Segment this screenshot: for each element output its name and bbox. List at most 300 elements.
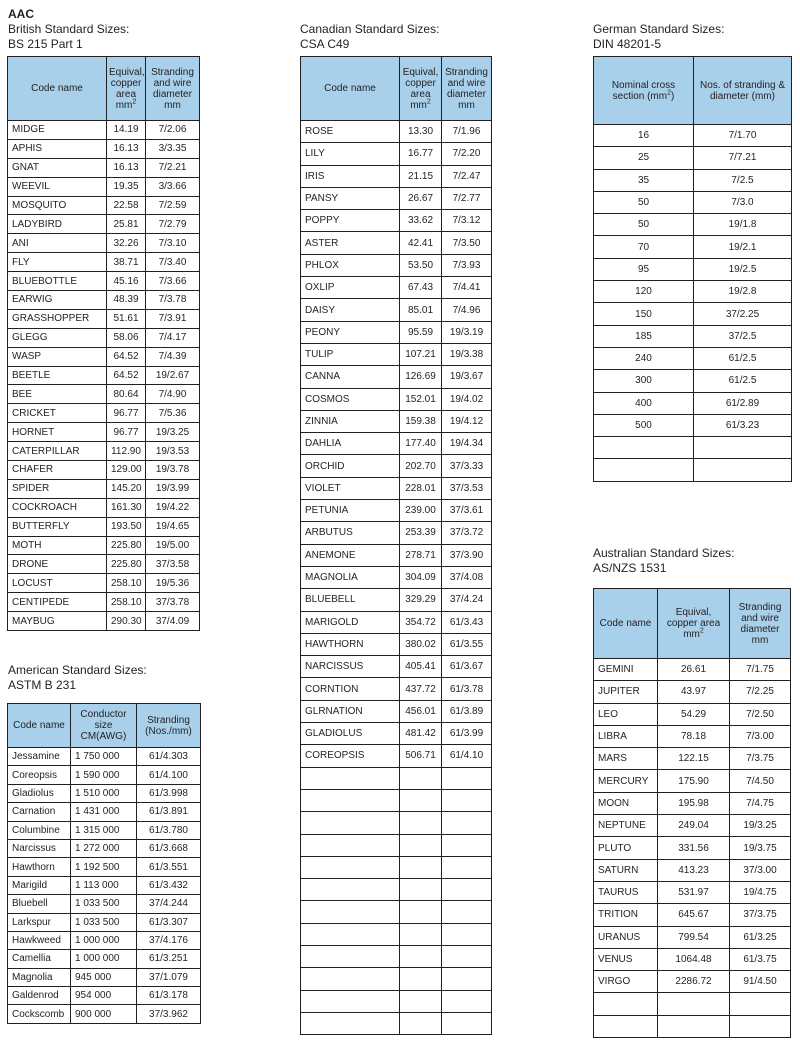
american-cell: Larkspur: [8, 913, 71, 931]
table-row: [594, 703, 791, 725]
american-cell: 1 272 000: [71, 839, 137, 857]
american-table: [7, 703, 201, 1024]
american-cell: 1 033 500: [71, 913, 137, 931]
british-cell: 19/4.65: [146, 517, 200, 536]
british-cell: MOSQUITO: [8, 196, 107, 215]
australian-subtitle: AS/NZS 1531: [593, 561, 667, 575]
table-row: [301, 455, 492, 477]
table-row: [301, 700, 492, 722]
canadian-cell: 7/2.47: [442, 165, 492, 187]
british-cell: 7/3.66: [146, 272, 200, 291]
australian-cell: 19/3.25: [730, 815, 791, 837]
table-row: [594, 236, 792, 258]
table-row: [301, 321, 492, 343]
table-row: [301, 165, 492, 187]
british-cell: 112.90: [107, 442, 146, 461]
table-row: [8, 498, 200, 517]
canadian-cell: 19/3.19: [442, 321, 492, 343]
american-cell: 61/3.178: [137, 987, 201, 1005]
british-cell: 16.13: [107, 158, 146, 177]
empty-row: [301, 990, 492, 1012]
canadian-cell: HAWTHORN: [301, 633, 400, 655]
table-row: [8, 272, 200, 291]
table-row: [301, 187, 492, 209]
german-cell: 61/3.23: [694, 414, 792, 436]
american-subtitle: ASTM B 231: [8, 678, 77, 692]
australian-cell: MARS: [594, 748, 658, 770]
british-cell: 22.58: [107, 196, 146, 215]
table-row: [301, 210, 492, 232]
canadian-cell: BLUEBELL: [301, 589, 400, 611]
canadian-cell: 16.77: [400, 143, 442, 165]
american-cell: 1 000 000: [71, 931, 137, 949]
german-cell: 70: [594, 236, 694, 258]
australian-cell: 91/4.50: [730, 971, 791, 993]
table-row: [301, 366, 492, 388]
american-cell: 37/4.244: [137, 895, 201, 913]
canadian-cell: 7/3.93: [442, 254, 492, 276]
american-cell: Camellia: [8, 950, 71, 968]
table-row: [594, 837, 791, 859]
german-cell: 185: [594, 325, 694, 347]
british-cell: 3/3.66: [146, 177, 200, 196]
american-cell: 945 000: [71, 968, 137, 986]
canadian-cell: 19/3.38: [442, 343, 492, 365]
table-row: [301, 566, 492, 588]
british-cell: DRONE: [8, 555, 107, 574]
american-cell: Jessamine: [8, 748, 71, 766]
german-cell: 61/2.5: [694, 347, 792, 369]
british-cell: GLEGG: [8, 328, 107, 347]
table-row: [8, 442, 200, 461]
canadian-cell: 7/4.41: [442, 277, 492, 299]
table-row: [8, 987, 201, 1005]
table-row: [301, 299, 492, 321]
american-cell: Marigild: [8, 876, 71, 894]
canadian-cell: 37/3.33: [442, 455, 492, 477]
empty-row: [301, 923, 492, 945]
american-title: American Standard Sizes:: [8, 663, 147, 677]
table-row: [8, 913, 201, 931]
table-row: [301, 254, 492, 276]
german-cell: 16: [594, 125, 694, 147]
british-cell: 25.81: [107, 215, 146, 234]
british-cell: APHIS: [8, 139, 107, 158]
canadian-cell: 7/4.96: [442, 299, 492, 321]
australian-cell: 645.67: [658, 904, 730, 926]
canadian-cell: 177.40: [400, 433, 442, 455]
british-cell: WASP: [8, 347, 107, 366]
british-title-block: [8, 7, 129, 52]
canadian-cell: 304.09: [400, 566, 442, 588]
australian-cell: 7/4.50: [730, 770, 791, 792]
canadian-cell: VIOLET: [301, 477, 400, 499]
german-cell: 37/2.5: [694, 325, 792, 347]
australian-cell: JUPITER: [594, 681, 658, 703]
canadian-cell: 67.43: [400, 277, 442, 299]
australian-cell: 19/4.75: [730, 881, 791, 903]
table-row: [8, 536, 200, 555]
german-cell: 61/2.89: [694, 392, 792, 414]
empty-row: [301, 767, 492, 789]
table-row: [301, 522, 492, 544]
table-row: [594, 770, 791, 792]
british-cell: 19/5.36: [146, 574, 200, 593]
table-row: [301, 745, 492, 767]
canadian-cell: 61/3.43: [442, 611, 492, 633]
table-row: [594, 281, 792, 303]
australian-header-0: Code name: [594, 589, 658, 659]
australian-cell: 531.97: [658, 881, 730, 903]
canadian-cell: CANNA: [301, 366, 400, 388]
british-cell: 51.61: [107, 309, 146, 328]
table-row: [8, 291, 200, 310]
table-row: [301, 388, 492, 410]
british-cell: 3/3.35: [146, 139, 200, 158]
canadian-cell: 107.21: [400, 343, 442, 365]
canadian-cell: 21.15: [400, 165, 442, 187]
table-row: [301, 433, 492, 455]
canadian-cell: PHLOX: [301, 254, 400, 276]
german-cell: 7/2.5: [694, 169, 792, 191]
table-row: [594, 303, 792, 325]
table-row: [301, 723, 492, 745]
british-cell: BLUEBOTTLE: [8, 272, 107, 291]
british-cell: BEETLE: [8, 366, 107, 385]
british-header-0: Code name: [8, 57, 107, 121]
canadian-cell: 354.72: [400, 611, 442, 633]
canadian-cell: MARIGOLD: [301, 611, 400, 633]
canadian-cell: 202.70: [400, 455, 442, 477]
canadian-cell: 126.69: [400, 366, 442, 388]
empty-row: [594, 459, 792, 481]
british-cell: 19/5.00: [146, 536, 200, 555]
american-cell: 1 510 000: [71, 784, 137, 802]
canadian-cell: ASTER: [301, 232, 400, 254]
table-row: [8, 784, 201, 802]
canadian-cell: 61/3.67: [442, 656, 492, 678]
canadian-cell: ZINNIA: [301, 410, 400, 432]
german-title: German Standard Sizes:: [593, 22, 725, 36]
german-cell: 61/2.5: [694, 370, 792, 392]
australian-cell: 1064.48: [658, 948, 730, 970]
canadian-cell: PANSY: [301, 187, 400, 209]
table-row: [8, 876, 201, 894]
canadian-cell: TULIP: [301, 343, 400, 365]
empty-row: [301, 789, 492, 811]
australian-cell: 7/2.50: [730, 703, 791, 725]
german-cell: 35: [594, 169, 694, 191]
canadian-cell: 456.01: [400, 700, 442, 722]
american-cell: 900 000: [71, 1005, 137, 1023]
german-title-block: [593, 22, 724, 52]
british-cell: CATERPILLAR: [8, 442, 107, 461]
australian-cell: 2286.72: [658, 971, 730, 993]
table-row: [301, 277, 492, 299]
german-cell: 37/2.25: [694, 303, 792, 325]
british-cell: GRASSHOPPER: [8, 309, 107, 328]
table-row: [301, 477, 492, 499]
american-header-1: Conductor size CM(AWG): [71, 704, 137, 748]
american-cell: Gladiolus: [8, 784, 71, 802]
british-cell: LADYBIRD: [8, 215, 107, 234]
canadian-cell: ROSE: [301, 121, 400, 143]
british-cell: CENTIPEDE: [8, 593, 107, 612]
canadian-cell: 380.02: [400, 633, 442, 655]
canadian-cell: 26.67: [400, 187, 442, 209]
british-cell: 48.39: [107, 291, 146, 310]
table-row: [594, 325, 792, 347]
german-cell: 25: [594, 147, 694, 169]
table-row: [8, 309, 200, 328]
table-row: [8, 366, 200, 385]
empty-row: [301, 1012, 492, 1034]
canadian-cell: ARBUTUS: [301, 522, 400, 544]
german-cell: 400: [594, 392, 694, 414]
canadian-header-0: Code name: [301, 57, 400, 121]
canadian-cell: 37/3.53: [442, 477, 492, 499]
empty-row: [301, 812, 492, 834]
canadian-cell: 37/3.90: [442, 544, 492, 566]
canadian-cell: 7/3.12: [442, 210, 492, 232]
canadian-cell: 61/4.10: [442, 745, 492, 767]
australian-cell: 61/3.25: [730, 926, 791, 948]
australian-cell: 331.56: [658, 837, 730, 859]
australian-cell: NEPTUNE: [594, 815, 658, 837]
american-cell: 954 000: [71, 987, 137, 1005]
british-cell: 64.52: [107, 366, 146, 385]
canadian-cell: ORCHID: [301, 455, 400, 477]
table-row: [8, 968, 201, 986]
table-row: [8, 593, 200, 612]
british-cell: HORNET: [8, 423, 107, 442]
british-cell: 129.00: [107, 461, 146, 480]
australian-cell: 799.54: [658, 926, 730, 948]
australian-cell: 7/4.75: [730, 792, 791, 814]
british-cell: CRICKET: [8, 404, 107, 423]
table-row: [594, 815, 791, 837]
british-cell: 19/3.78: [146, 461, 200, 480]
table-row: [8, 821, 201, 839]
british-cell: FLY: [8, 253, 107, 272]
british-title: British Standard Sizes:: [8, 22, 130, 36]
british-cell: 7/3.91: [146, 309, 200, 328]
empty-row: [594, 993, 791, 1015]
table-row: [8, 328, 200, 347]
british-cell: 290.30: [107, 612, 146, 631]
german-cell: 7/1.70: [694, 125, 792, 147]
australian-cell: PLUTO: [594, 837, 658, 859]
british-cell: WEEVIL: [8, 177, 107, 196]
canadian-cell: 95.59: [400, 321, 442, 343]
german-subtitle: DIN 48201-5: [593, 37, 662, 51]
table-row: [594, 147, 792, 169]
canadian-cell: PEONY: [301, 321, 400, 343]
british-cell: 225.80: [107, 536, 146, 555]
canadian-cell: 481.42: [400, 723, 442, 745]
american-cell: Hawthorn: [8, 858, 71, 876]
british-cell: 7/2.59: [146, 196, 200, 215]
american-cell: Galdenrod: [8, 987, 71, 1005]
american-cell: 61/3.251: [137, 950, 201, 968]
table-row: [8, 158, 200, 177]
british-cell: EARWIG: [8, 291, 107, 310]
british-cell: 45.16: [107, 272, 146, 291]
canadian-cell: 37/3.72: [442, 522, 492, 544]
australian-cell: TRITION: [594, 904, 658, 926]
empty-row: [301, 856, 492, 878]
canadian-cell: GLRNATION: [301, 700, 400, 722]
canadian-cell: 19/4.34: [442, 433, 492, 455]
australian-cell: 7/2.25: [730, 681, 791, 703]
british-cell: MOTH: [8, 536, 107, 555]
australian-cell: 175.90: [658, 770, 730, 792]
american-cell: 37/1.079: [137, 968, 201, 986]
american-cell: Hawkweed: [8, 931, 71, 949]
canadian-cell: 159.38: [400, 410, 442, 432]
table-row: [8, 215, 200, 234]
table-row: [301, 544, 492, 566]
table-row: [301, 656, 492, 678]
table-row: [8, 196, 200, 215]
british-table: [7, 56, 200, 631]
empty-row: [594, 1015, 791, 1037]
table-row: [8, 803, 201, 821]
british-cell: BUTTERFLY: [8, 517, 107, 536]
canadian-cell: COREOPSIS: [301, 745, 400, 767]
australian-cell: 43.97: [658, 681, 730, 703]
canadian-cell: 329.29: [400, 589, 442, 611]
table-row: [594, 347, 792, 369]
table-row: [8, 517, 200, 536]
aac-label: AAC: [8, 7, 34, 21]
canadian-cell: 13.30: [400, 121, 442, 143]
table-row: [594, 948, 791, 970]
australian-cell: 249.04: [658, 815, 730, 837]
german-cell: 240: [594, 347, 694, 369]
british-cell: 161.30: [107, 498, 146, 517]
german-cell: 50: [594, 214, 694, 236]
canadian-cell: POPPY: [301, 210, 400, 232]
australian-cell: URANUS: [594, 926, 658, 948]
german-cell: 150: [594, 303, 694, 325]
canadian-cell: 19/3.67: [442, 366, 492, 388]
british-cell: MIDGE: [8, 121, 107, 140]
canadian-cell: MAGNOLIA: [301, 566, 400, 588]
british-cell: LOCUST: [8, 574, 107, 593]
canadian-subtitle: CSA C49: [300, 37, 350, 51]
table-row: [8, 347, 200, 366]
british-cell: ANI: [8, 234, 107, 253]
british-cell: 96.77: [107, 404, 146, 423]
german-cell: 7/7.21: [694, 147, 792, 169]
british-cell: 58.06: [107, 328, 146, 347]
table-row: [301, 611, 492, 633]
british-subtitle: BS 215 Part 1: [8, 37, 83, 51]
table-row: [8, 858, 201, 876]
table-row: [594, 971, 791, 993]
table-row: [8, 895, 201, 913]
canadian-title: Canadian Standard Sizes:: [300, 22, 440, 36]
american-cell: Bluebell: [8, 895, 71, 913]
american-cell: 1 315 000: [71, 821, 137, 839]
canadian-cell: 7/1.96: [442, 121, 492, 143]
table-row: [8, 574, 200, 593]
australian-cell: 37/3.75: [730, 904, 791, 926]
canadian-cell: 61/3.89: [442, 700, 492, 722]
american-cell: 37/4.176: [137, 931, 201, 949]
american-cell: Carnation: [8, 803, 71, 821]
australian-cell: 195.98: [658, 792, 730, 814]
table-row: [594, 659, 791, 681]
american-header-0: Code name: [8, 704, 71, 748]
american-cell: Columbine: [8, 821, 71, 839]
table-row: [594, 926, 791, 948]
british-cell: 19/3.99: [146, 479, 200, 498]
empty-row: [301, 945, 492, 967]
canadian-cell: 7/2.77: [442, 187, 492, 209]
british-cell: 7/4.39: [146, 347, 200, 366]
australian-cell: 19/3.75: [730, 837, 791, 859]
american-cell: 61/3.891: [137, 803, 201, 821]
british-cell: 37/3.78: [146, 593, 200, 612]
australian-title-block: [593, 546, 734, 576]
australian-cell: VENUS: [594, 948, 658, 970]
american-cell: 1 000 000: [71, 950, 137, 968]
table-row: [594, 904, 791, 926]
american-cell: Narcissus: [8, 839, 71, 857]
table-row: [8, 404, 200, 423]
canadian-cell: GLADIOLUS: [301, 723, 400, 745]
table-row: [301, 121, 492, 143]
table-row: [8, 479, 200, 498]
american-title-block: [8, 663, 147, 693]
table-row: [594, 258, 792, 280]
british-cell: 7/5.36: [146, 404, 200, 423]
canadian-cell: 437.72: [400, 678, 442, 700]
american-cell: Coreopsis: [8, 766, 71, 784]
canadian-cell: 42.41: [400, 232, 442, 254]
american-cell: 61/3.668: [137, 839, 201, 857]
table-row: [8, 766, 201, 784]
canadian-cell: 33.62: [400, 210, 442, 232]
australian-cell: MOON: [594, 792, 658, 814]
australian-cell: 7/1.75: [730, 659, 791, 681]
australian-cell: 37/3.00: [730, 859, 791, 881]
canadian-cell: 61/3.99: [442, 723, 492, 745]
british-cell: 7/4.90: [146, 385, 200, 404]
empty-row: [301, 968, 492, 990]
german-table: [593, 56, 792, 482]
american-cell: Cockscomb: [8, 1005, 71, 1023]
australian-cell: 78.18: [658, 725, 730, 747]
german-header-0: Nominal cross section $(mm^2)$: [594, 57, 694, 125]
australian-cell: VIRGO: [594, 971, 658, 993]
canadian-cell: 19/4.02: [442, 388, 492, 410]
british-cell: 145.20: [107, 479, 146, 498]
canadian-cell: PETUNIA: [301, 500, 400, 522]
british-cell: 38.71: [107, 253, 146, 272]
american-cell: Magnolia: [8, 968, 71, 986]
german-cell: 500: [594, 414, 694, 436]
british-cell: 80.64: [107, 385, 146, 404]
british-cell: 7/2.21: [146, 158, 200, 177]
table-row: [8, 839, 201, 857]
canadian-cell: OXLIP: [301, 277, 400, 299]
british-cell: 258.10: [107, 593, 146, 612]
british-cell: 7/3.40: [146, 253, 200, 272]
table-row: [301, 232, 492, 254]
